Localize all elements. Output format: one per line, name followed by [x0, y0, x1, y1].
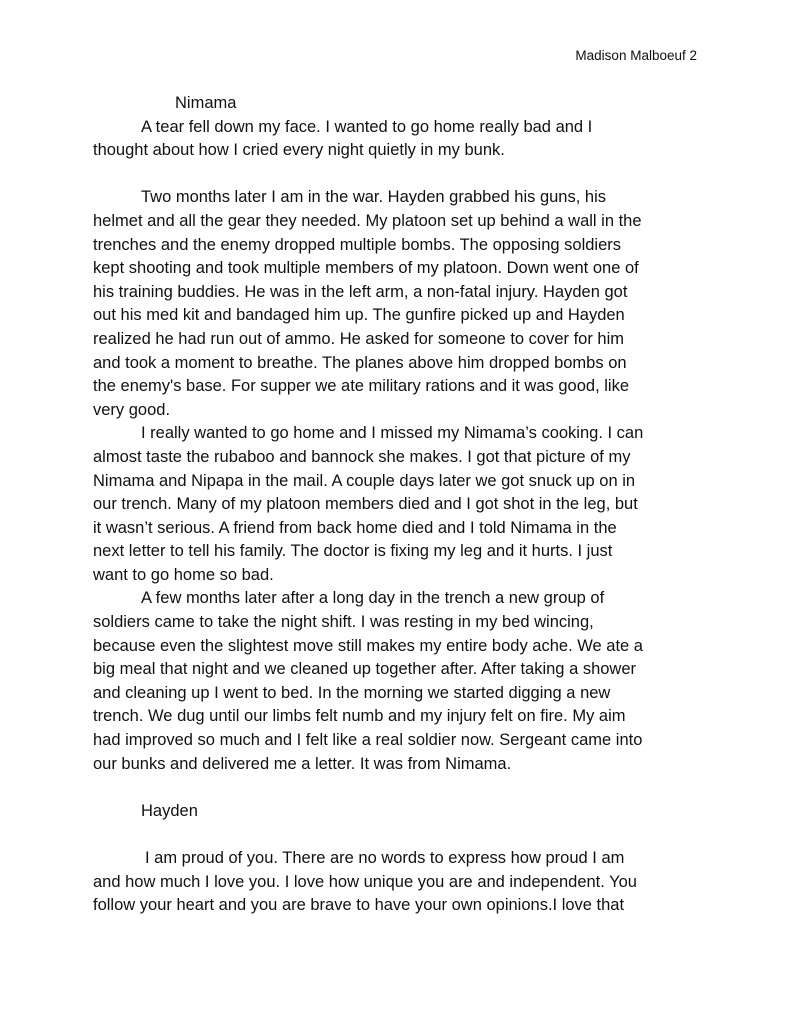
text-line: Two months later I am in the war. Hayden grabbed his guns, his	[141, 188, 606, 207]
text-line: out his med kit and bandaged him up. The gunfire picked up and Hayden	[93, 306, 625, 325]
text-line: his training buddies. He was in the left arm, a non-fatal injury. Hayden got	[93, 282, 628, 301]
text-line: because even the slightest move still makes my entire body ache. We ate a	[93, 636, 643, 655]
document-title: Nimama	[175, 94, 237, 112]
paragraph-2	[93, 186, 703, 422]
letter-salutation: Hayden	[141, 801, 198, 820]
text-line: and how much I love you. I love how unique you are and independent. You	[93, 872, 637, 891]
text-line: helmet and all the gear they needed. My platoon set up behind a wall in the	[93, 211, 642, 230]
text-line: and took a moment to breathe. The planes above him dropped bombs on	[93, 353, 627, 372]
blank-line	[93, 163, 703, 187]
text-line: trenches and the enemy dropped multiple bombs. The opposing soldiers	[93, 235, 622, 254]
text-line: and cleaning up I went to bed. In the morning we started digging a new	[93, 683, 611, 702]
text-line: realized he had run out of ammo. He asked for someone to cover for him	[93, 329, 625, 348]
paragraph-3	[93, 422, 703, 587]
blank-line	[93, 823, 703, 847]
document-body	[93, 92, 703, 918]
text-line: Nimama and Nipapa in the mail. A couple days later we got snuck up on in	[93, 471, 636, 490]
text-line: our trench. Many of my platoon members died and I got shot in the leg, but	[93, 495, 638, 514]
text-line: the enemy's base. For supper we ate military rations and it was good, like	[93, 377, 629, 396]
text-line: I really wanted to go home and I missed my Nimama’s cooking. I can	[141, 424, 644, 443]
text-line: had improved so much and I felt like a real soldier now. Sergeant came into	[93, 731, 643, 750]
text-line: almost taste the rubaboo and bannock she makes. I got that picture of my	[93, 447, 631, 466]
text-line: it wasn’t serious. A friend from back home died and I told Nimama in the	[93, 518, 617, 537]
letter-paragraph	[93, 847, 703, 918]
text-line: very good.	[93, 400, 171, 419]
paragraph-1	[93, 116, 703, 163]
text-line: thought about how I cried every night quietly in my bunk.	[93, 141, 505, 160]
text-line: follow your heart and you are brave to have your own opinions.I love that	[93, 896, 625, 915]
text-line: next letter to tell his family. The doctor is fixing my leg and it hurts. I just	[93, 542, 613, 561]
text-line: soldiers came to take the night shift. I was resting in my bed wincing,	[93, 613, 594, 632]
text-line: A tear fell down my face. I wanted to go home really bad and I	[141, 117, 593, 136]
paragraph-4	[93, 587, 703, 776]
text-line: trench. We dug until our limbs felt numb and my injury felt on fire. My aim	[93, 707, 626, 726]
text-line: our bunks and delivered me a letter. It was from Nimama.	[93, 754, 512, 773]
page-header: Madison Malboeuf 2	[575, 48, 697, 63]
text-line: kept shooting and took multiple members of my platoon. Down went one of	[93, 259, 639, 278]
blank-line	[93, 776, 703, 800]
text-line: want to go home so bad.	[93, 565, 274, 584]
text-line: A few months later after a long day in the trench a new group of	[141, 589, 605, 608]
text-line: I am proud of you. There are no words to express how proud I am	[145, 849, 625, 867]
text-line: big meal that night and we cleaned up together after. After taking a shower	[93, 660, 637, 679]
